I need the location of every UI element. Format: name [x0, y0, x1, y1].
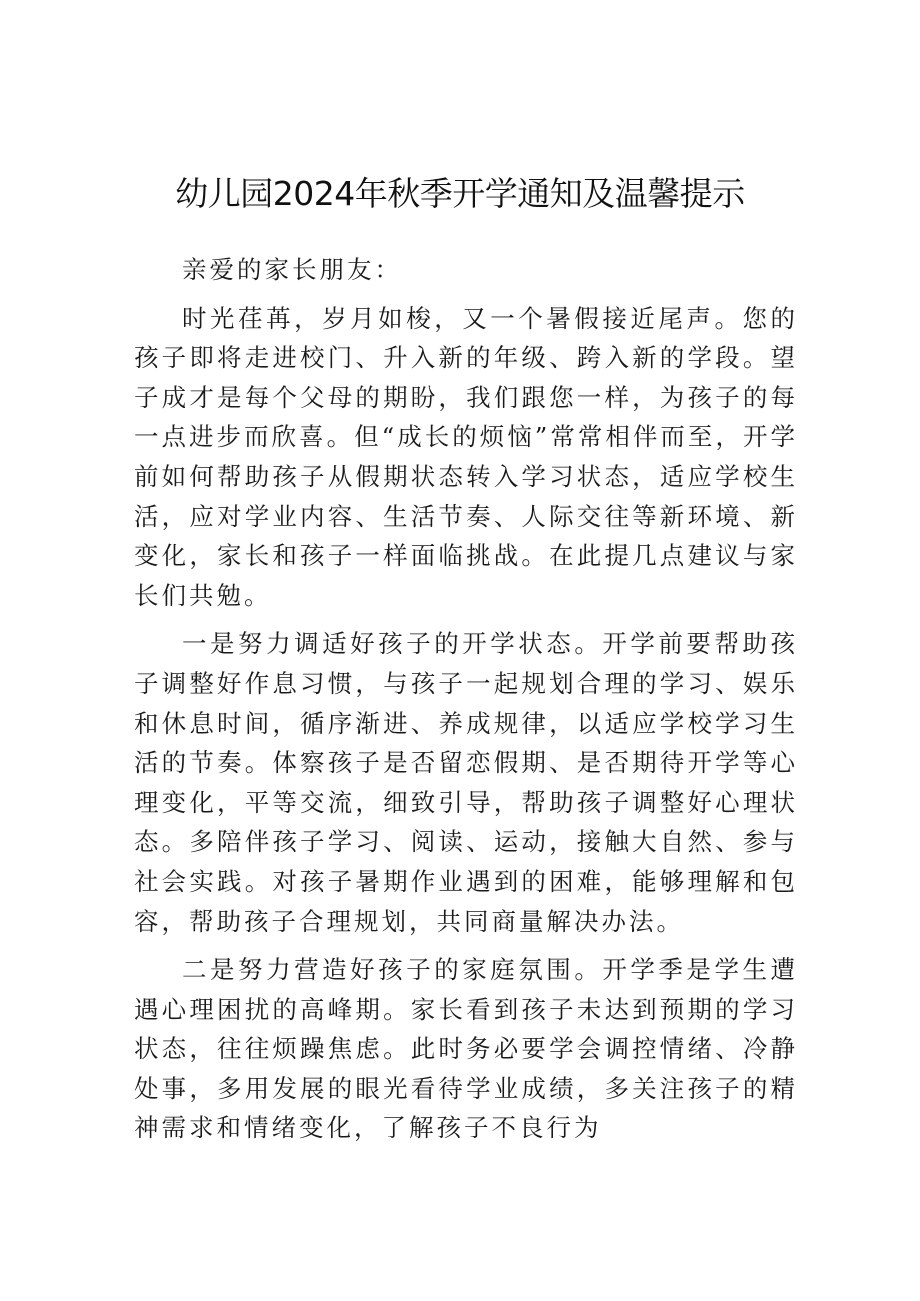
greeting-line: 亲爱的家长朋友：: [182, 255, 402, 284]
page-title: 幼儿园2024年秋季开学通知及温馨提示: [175, 174, 745, 213]
paragraph-intro: 时光荏苒，岁月如梭，又一个暑假接近尾声。您的孩子即将走进校门、升入新的年级、跨入新的学段。望子成才是每个父母的期盼，我们跟您一样，为孩子的每一点进步而欣喜。但“成长的烦恼”常常相伴而至，开学前如何帮助孩子从假期状态转入学习状态，适应学校生活，应对学业内容、生活节奏、人际交往等新环境、新变化，家长和孩子一样面临挑战。在此提几点建议与家长们共勉。: [134, 303, 798, 610]
document-body: [134, 250, 798, 1157]
paragraph-point-two: 二是努力营造好孩子的家庭氛围。开学季是学生遭遇心理困扰的高峰期。家长看到孩子未达到预期的学习状态，往往烦躁焦虑。此时务必要学会调控情绪、冷静处事，多用发展的眼光看待学业成绩，多关注孩子的精神需求和情绪变化，了解孩子不良行为: [134, 955, 798, 1143]
paragraph-point-one: 一是努力调适好孩子的开学状态。开学前要帮助孩子调整好作息习惯，与孩子一起规划合理的学习、娱乐和休息时间，循序渐进、养成规律，以适应学校学习生活的节奏。体察孩子是否留恋假期、是否期待开学等心理变化，平等交流，细致引导，帮助孩子调整好心理状态。多陪伴孩子学习、阅读、运动，接触大自然、参与社会实践。对孩子暑期作业遇到的困难，能够理解和包容，帮助孩子合理规划，共同商量解决办法。: [134, 629, 798, 936]
